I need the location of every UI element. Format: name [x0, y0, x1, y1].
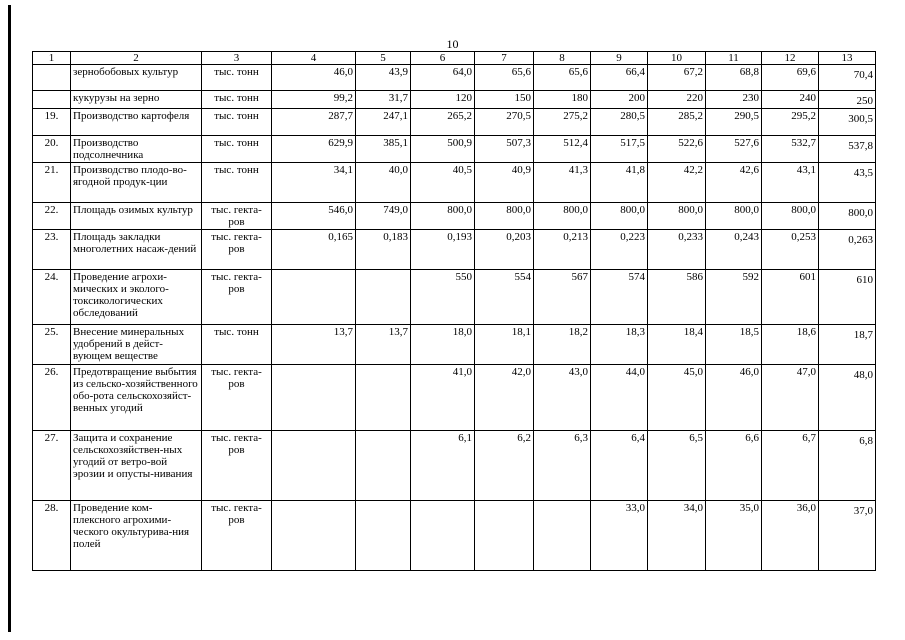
- value-cell: 220: [648, 91, 706, 109]
- value-cell: 0,233: [648, 230, 706, 270]
- value-cell: 385,1: [356, 136, 411, 163]
- value-cell: 34,1: [272, 163, 356, 203]
- value-cell: 46,0: [272, 65, 356, 91]
- table-row: [33, 431, 876, 501]
- value-cell: 800,0: [762, 203, 819, 230]
- value-cell: 65,6: [534, 65, 591, 91]
- value-cell: [534, 501, 591, 571]
- indicator-name: Площадь озимых культур: [71, 203, 202, 230]
- value-cell: 554: [475, 270, 534, 325]
- value-cell: 500,9: [411, 136, 475, 163]
- value-cell: 800,0: [475, 203, 534, 230]
- value-cell: 6,8: [819, 431, 876, 501]
- value-cell: [272, 501, 356, 571]
- value-cell: 285,2: [648, 109, 706, 136]
- value-cell: 18,4: [648, 325, 706, 365]
- unit-cell: тыс. тонн: [202, 136, 272, 163]
- unit-cell: тыс. тонн: [202, 91, 272, 109]
- value-cell: 42,2: [648, 163, 706, 203]
- row-number: 23.: [33, 230, 71, 270]
- table-row: [33, 203, 876, 230]
- table-row: [33, 365, 876, 431]
- row-number: 19.: [33, 109, 71, 136]
- value-cell: 300,5: [819, 109, 876, 136]
- value-cell: [356, 501, 411, 571]
- value-cell: 41,8: [591, 163, 648, 203]
- value-cell: [475, 501, 534, 571]
- indicator-name: Защита и сохранение сельскохозяйствен-ных угодий от ветро-вой эрозии и опусты-нивания: [71, 431, 202, 501]
- unit-cell: тыс. гекта-ров: [202, 365, 272, 431]
- value-cell: 6,7: [762, 431, 819, 501]
- value-cell: 120: [411, 91, 475, 109]
- row-number: 24.: [33, 270, 71, 325]
- value-cell: 42,6: [706, 163, 762, 203]
- value-cell: 64,0: [411, 65, 475, 91]
- value-cell: 800,0: [411, 203, 475, 230]
- value-cell: 6,5: [648, 431, 706, 501]
- value-cell: 6,6: [706, 431, 762, 501]
- header-cell: 1: [33, 52, 71, 65]
- value-cell: 65,6: [475, 65, 534, 91]
- value-cell: 6,3: [534, 431, 591, 501]
- indicator-name: кукурузы на зерно: [71, 91, 202, 109]
- header-row: [33, 52, 876, 65]
- value-cell: 290,5: [706, 109, 762, 136]
- left-margin-rule: [8, 5, 11, 632]
- value-cell: 517,5: [591, 136, 648, 163]
- unit-cell: тыс. гекта-ров: [202, 270, 272, 325]
- value-cell: 31,7: [356, 91, 411, 109]
- value-cell: 592: [706, 270, 762, 325]
- value-cell: 586: [648, 270, 706, 325]
- indicator-name: Предотвращение выбытия из сельско-хозяйственного обо-рота сельскохозяйст-венных угодий: [71, 365, 202, 431]
- row-number: 25.: [33, 325, 71, 365]
- value-cell: 200: [591, 91, 648, 109]
- row-number: 21.: [33, 163, 71, 203]
- row-number: [33, 91, 71, 109]
- value-cell: 522,6: [648, 136, 706, 163]
- header-cell: 9: [591, 52, 648, 65]
- value-cell: 550: [411, 270, 475, 325]
- value-cell: 527,6: [706, 136, 762, 163]
- value-cell: 67,2: [648, 65, 706, 91]
- unit-cell: тыс. гекта-ров: [202, 431, 272, 501]
- value-cell: 43,5: [819, 163, 876, 203]
- value-cell: [356, 270, 411, 325]
- value-cell: 0,223: [591, 230, 648, 270]
- value-cell: 0,263: [819, 230, 876, 270]
- value-cell: 295,2: [762, 109, 819, 136]
- value-cell: 43,1: [762, 163, 819, 203]
- value-cell: 18,7: [819, 325, 876, 365]
- header-cell: 3: [202, 52, 272, 65]
- table-row: [33, 270, 876, 325]
- value-cell: 41,0: [411, 365, 475, 431]
- value-cell: 18,6: [762, 325, 819, 365]
- indicator-name: Площадь закладки многолетних насаж-дений: [71, 230, 202, 270]
- value-cell: 42,0: [475, 365, 534, 431]
- row-number: [33, 65, 71, 91]
- header-cell: 12: [762, 52, 819, 65]
- value-cell: 800,0: [706, 203, 762, 230]
- table-row: [33, 325, 876, 365]
- value-cell: 35,0: [706, 501, 762, 571]
- value-cell: 749,0: [356, 203, 411, 230]
- unit-cell: тыс. тонн: [202, 65, 272, 91]
- value-cell: 68,8: [706, 65, 762, 91]
- value-cell: 280,5: [591, 109, 648, 136]
- value-cell: 150: [475, 91, 534, 109]
- value-cell: 574: [591, 270, 648, 325]
- row-number: 28.: [33, 501, 71, 571]
- unit-cell: тыс. тонн: [202, 163, 272, 203]
- value-cell: [356, 431, 411, 501]
- value-cell: 800,0: [648, 203, 706, 230]
- value-cell: 18,3: [591, 325, 648, 365]
- unit-cell: тыс. тонн: [202, 109, 272, 136]
- value-cell: 265,2: [411, 109, 475, 136]
- header-cell: 2: [71, 52, 202, 65]
- table-row: [33, 91, 876, 109]
- value-cell: 0,213: [534, 230, 591, 270]
- value-cell: 41,3: [534, 163, 591, 203]
- value-cell: 36,0: [762, 501, 819, 571]
- table-row: [33, 65, 876, 91]
- value-cell: 48,0: [819, 365, 876, 431]
- table-row: [33, 230, 876, 270]
- header-cell: 6: [411, 52, 475, 65]
- header-cell: 5: [356, 52, 411, 65]
- value-cell: 247,1: [356, 109, 411, 136]
- value-cell: 6,2: [475, 431, 534, 501]
- value-cell: 99,2: [272, 91, 356, 109]
- header-cell: 11: [706, 52, 762, 65]
- table-row: [33, 163, 876, 203]
- value-cell: 18,5: [706, 325, 762, 365]
- value-cell: [272, 365, 356, 431]
- page-number: 10: [446, 37, 459, 51]
- value-cell: 13,7: [272, 325, 356, 365]
- value-cell: [272, 431, 356, 501]
- value-cell: 43,9: [356, 65, 411, 91]
- value-cell: [356, 365, 411, 431]
- value-cell: 240: [762, 91, 819, 109]
- table-body: [33, 52, 876, 571]
- unit-cell: тыс. гекта-ров: [202, 203, 272, 230]
- value-cell: 13,7: [356, 325, 411, 365]
- value-cell: 6,1: [411, 431, 475, 501]
- value-cell: 537,8: [819, 136, 876, 163]
- value-cell: 47,0: [762, 365, 819, 431]
- row-number: 22.: [33, 203, 71, 230]
- row-number: 27.: [33, 431, 71, 501]
- value-cell: 567: [534, 270, 591, 325]
- value-cell: 45,0: [648, 365, 706, 431]
- value-cell: 287,7: [272, 109, 356, 136]
- value-cell: 18,1: [475, 325, 534, 365]
- value-cell: 44,0: [591, 365, 648, 431]
- value-cell: 18,0: [411, 325, 475, 365]
- indicator-name: зернобобовых культур: [71, 65, 202, 91]
- value-cell: 610: [819, 270, 876, 325]
- value-cell: 800,0: [591, 203, 648, 230]
- table-row: [33, 109, 876, 136]
- value-cell: 532,7: [762, 136, 819, 163]
- value-cell: 275,2: [534, 109, 591, 136]
- value-cell: 180: [534, 91, 591, 109]
- value-cell: 18,2: [534, 325, 591, 365]
- indicator-name: Производство картофеля: [71, 109, 202, 136]
- value-cell: 37,0: [819, 501, 876, 571]
- indicator-name: Производство подсолнечника: [71, 136, 202, 163]
- value-cell: 230: [706, 91, 762, 109]
- value-cell: 0,165: [272, 230, 356, 270]
- value-cell: 0,253: [762, 230, 819, 270]
- value-cell: 629,9: [272, 136, 356, 163]
- indicator-name: Проведение ком-плексного агрохими-ческого окультурива-ния полей: [71, 501, 202, 571]
- indicator-name: Проведение агрохи-мических и эколого-токсикологических обследований: [71, 270, 202, 325]
- value-cell: 34,0: [648, 501, 706, 571]
- value-cell: 0,183: [356, 230, 411, 270]
- value-cell: 66,4: [591, 65, 648, 91]
- row-number: 26.: [33, 365, 71, 431]
- row-number: 20.: [33, 136, 71, 163]
- indicator-name: Производство плодо-во-ягодной продук-ции: [71, 163, 202, 203]
- value-cell: 69,6: [762, 65, 819, 91]
- table-row: [33, 136, 876, 163]
- unit-cell: тыс. гекта-ров: [202, 230, 272, 270]
- unit-cell: тыс. гекта-ров: [202, 501, 272, 571]
- unit-cell: тыс. тонн: [202, 325, 272, 365]
- value-cell: 800,0: [534, 203, 591, 230]
- header-cell: 10: [648, 52, 706, 65]
- header-cell: 4: [272, 52, 356, 65]
- value-cell: 250: [819, 91, 876, 109]
- table-row: [33, 501, 876, 571]
- value-cell: 0,193: [411, 230, 475, 270]
- value-cell: 601: [762, 270, 819, 325]
- value-cell: 33,0: [591, 501, 648, 571]
- value-cell: 546,0: [272, 203, 356, 230]
- value-cell: 800,0: [819, 203, 876, 230]
- value-cell: 70,4: [819, 65, 876, 91]
- value-cell: 43,0: [534, 365, 591, 431]
- header-cell: 13: [819, 52, 876, 65]
- value-cell: 6,4: [591, 431, 648, 501]
- value-cell: 270,5: [475, 109, 534, 136]
- value-cell: 512,4: [534, 136, 591, 163]
- value-cell: [411, 501, 475, 571]
- data-table: [32, 51, 876, 571]
- value-cell: 40,9: [475, 163, 534, 203]
- header-cell: 7: [475, 52, 534, 65]
- value-cell: 0,203: [475, 230, 534, 270]
- value-cell: 40,5: [411, 163, 475, 203]
- value-cell: 40,0: [356, 163, 411, 203]
- indicator-name: Внесение минеральных удобрений в дейст-вующем веществе: [71, 325, 202, 365]
- value-cell: 0,243: [706, 230, 762, 270]
- header-cell: 8: [534, 52, 591, 65]
- value-cell: 507,3: [475, 136, 534, 163]
- value-cell: 46,0: [706, 365, 762, 431]
- value-cell: [272, 270, 356, 325]
